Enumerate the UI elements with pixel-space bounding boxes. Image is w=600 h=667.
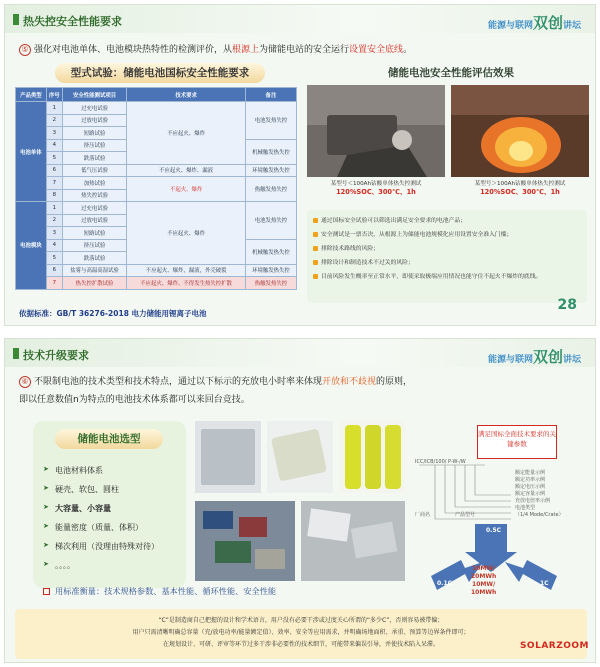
type-test-pill: 型式试验：储能电池国标安全性能要求 xyxy=(55,63,265,83)
point-number-icon: ⑥ xyxy=(19,376,31,388)
table-row: 盐雾与高温高湿试验 xyxy=(62,264,127,277)
list-item: ➤ 电池材料体系 xyxy=(55,465,103,476)
test-photo-1 xyxy=(307,85,445,177)
brand-logo: 能源与联网双创讲坛 xyxy=(487,14,581,32)
code-string: ICC/ICB/100/ P-W-/W xyxy=(415,459,466,465)
battery-selection-box xyxy=(33,421,186,588)
list-item: 安全测试是一票否决，从根源上为储能电池规模化应用设置安全准入门槛； xyxy=(321,231,583,239)
arrow-label-left: 0.1C xyxy=(437,580,453,587)
table-row: 短路试验 xyxy=(62,227,127,240)
list-item: 排除技术路线的风险； xyxy=(321,245,583,253)
list-item: 目前风险发生概率至正常水平，即使采取极端应用情况也能守住不起火不爆炸的底线。 xyxy=(321,273,583,281)
list-item: 排除设计和制造技术不过关的风险； xyxy=(321,259,583,267)
parameter-code-diagram: 满足国标全面技术要求的关键参数 ICC/ICB/100/ P-W-/W 额定能量示例 额定功率示例 额定电压示例 额定容量示例 充放电倍率示例 电池类型 （1/4 Mode/Crate） 产品型号 厂商名 xyxy=(415,425,591,521)
th-index: 序号 xyxy=(46,88,62,102)
th-type: 产品类型 xyxy=(16,88,47,102)
table-row: 跌落试验 xyxy=(62,152,127,165)
table-row: 过放电试验 xyxy=(62,214,127,227)
th-note: 备注 xyxy=(245,88,296,102)
th-item: 安全性能测试项目 xyxy=(62,88,127,102)
category-module: 电池模块 xyxy=(16,202,47,290)
footer-line: 在规划设计、可研、评审等环节过多干涉非必要性的技术细节，可能带来偏误引导，并使技术陷入呆滞。 xyxy=(162,641,439,648)
point-number-icon: ⑤ xyxy=(19,44,31,56)
table-row: 过放电试验 xyxy=(62,114,127,127)
table-row: 低气压试验 xyxy=(62,164,127,177)
table-row: 加热试验 xyxy=(62,177,127,190)
lead-text: ⑥ 不限制电池的技术类型和技术特点，通过以下标示的充放电小时率来体现开放和不歧视的原则， xyxy=(19,375,412,389)
standard-reference: 依据标准：GB/T 36276-2018 电力储能用锂离子电池 xyxy=(19,309,207,318)
test-photo-2 xyxy=(451,85,589,177)
slide-title: 热失控安全性能要求 xyxy=(13,13,122,29)
slide-thermal-safety xyxy=(4,4,596,326)
code-title-box: 满足国标全面技术要求的关键参数 xyxy=(477,425,557,459)
lead-text-line2: 即以任意数值n为特点的电池技术体系都可以来回台竞技。 xyxy=(19,395,250,405)
rate-values: 10MW/ 20MWh 10MW/ 10MWh xyxy=(471,565,497,596)
list-item: 通过国标安全试验可以筛选出满足安全要求的电池产品； xyxy=(321,217,583,225)
square-icon xyxy=(43,588,50,595)
watermark: SOLARZOOM xyxy=(519,641,589,651)
slide-title: 技术升级要求 xyxy=(13,347,89,363)
list-item: ➤ 能量密度（质量、体积） xyxy=(55,522,143,533)
list-item: ➤ 硬壳、软包、圆柱 xyxy=(55,484,119,495)
table-row: 挤压试验 xyxy=(62,139,127,152)
table-row: 过充电试验 xyxy=(62,202,127,215)
table-row: 跌落试验 xyxy=(62,252,127,265)
battery-images xyxy=(195,421,405,581)
evaluation-pill: 储能电池安全性能评估效果 xyxy=(388,67,514,79)
table-row: 热失控扩散试验 xyxy=(62,277,127,290)
code-bracket-lines xyxy=(415,461,591,521)
safety-test-table: 产品类型 序号 安全性能测试项目 技术要求 备注 电池单体 1 过充电试验 不应起火、爆炸 电池发热失控 2 过放电试验 3 短路试验 4 挤压试验 机械触发热失控 5 跌落试验 6 低气压试验 不应起火、爆炸、漏液 环境触发热失控 7 加热试验 不起火、爆炸 热触发热失控 8 热失控试验 电池模块 1 过充电试验 不应起火、爆炸 电池发热失控 2 过放电试验 3 短路试验 4 挤压试验 机械触发热失控 5 跌落试验 6 盐雾与高温高湿试验 不应起火、爆炸，漏液，外壳破裂 环境触发热失控 7 热失控扩散试验 不应起火、爆炸、不得发生热失控扩散 热触发热失控 xyxy=(15,87,297,290)
evaluation-bullets xyxy=(307,210,587,303)
th-requirement: 技术要求 xyxy=(127,88,246,102)
list-item: ➤ 大容量、小容量 xyxy=(55,503,111,514)
list-item: ➤ 。。。。 xyxy=(55,560,75,571)
footer-line: 用户只需清晰明确总容量（充/放电功率/能量额定值）、效率、安全等应用需求，并明确场地面积、承重、预算等边界条件即可； xyxy=(132,629,470,636)
metrics-line: 用标准衡量：技术规格参数、基本性能、循环性能、安全性能 xyxy=(43,586,276,597)
footer-line: “C”是制造商自己把握的设计和学术语言，用户没有必要干涉或过度关心所谓的“多少C”，否则容易被带偏； xyxy=(158,617,444,624)
page-number: 28 xyxy=(557,297,577,313)
brand-logo: 能源与联网双创讲坛 xyxy=(487,348,581,366)
photo-caption-2: 某型号＞100Ah钴酸单体热失控测试 120%SOC、300℃、1h xyxy=(474,181,566,196)
list-item: ➤ 梯次利用（没理由特殊对待） xyxy=(55,541,159,552)
slide-tech-upgrade xyxy=(4,338,596,663)
category-cell: 电池单体 xyxy=(16,102,47,202)
table-row: 热失控试验 xyxy=(62,189,127,202)
arrow-label-right: 1C xyxy=(540,580,549,587)
footer-notes xyxy=(15,609,587,659)
table-row: 短路试验 xyxy=(62,127,127,140)
box-title: 储能电池选型 xyxy=(55,429,163,449)
table-row: 过充电试验 xyxy=(62,102,127,115)
lead-text: ⑤ 强化对电池单体、电池模块热特性的检测评价，从根源上为储能电站的安全运行设置安全底线。 xyxy=(19,43,412,57)
table-row: 挤压试验 xyxy=(62,239,127,252)
photo-caption-1: 某型号＜100Ah钴酸单体热失控测试 120%SOC、300℃、1h xyxy=(330,181,422,196)
arrow-label-top: 0.5C xyxy=(486,527,502,534)
